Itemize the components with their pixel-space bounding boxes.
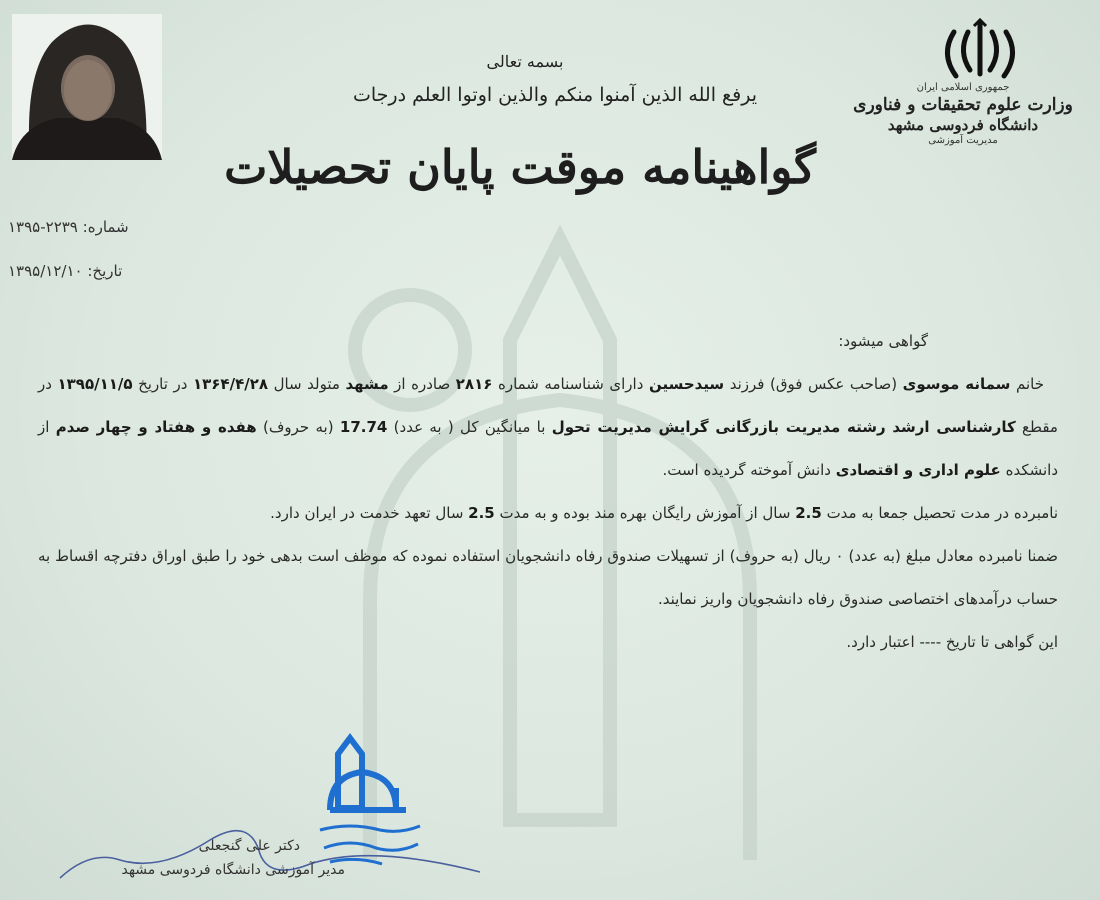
free-education-paragraph — [38, 492, 1058, 535]
father-name: سیدحسین — [648, 375, 725, 393]
signer-title: مدیر آموزشی دانشگاه فردوسی مشهد — [121, 862, 345, 878]
faculty-name: علوم اداری و اقتصادی — [835, 461, 1001, 479]
letter-date-value: ۱۳۹۵/۱۲/۱۰ — [8, 262, 83, 280]
id-number: ۲۸۱۶ — [455, 375, 493, 393]
graduation-paragraph — [38, 363, 1058, 492]
text-fragment: (به حروف) — [256, 418, 340, 436]
portrait-photo — [12, 14, 162, 160]
text-fragment: نامبرده در مدت تحصیل جمعا به مدت — [821, 504, 1058, 522]
certificate-title: گواهینامه موقت پایان تحصیلات — [224, 140, 816, 194]
gpa-words: هفده و هفتاد و چهار صدم — [55, 418, 257, 436]
gpa-number: 17.74 — [339, 418, 388, 436]
text-fragment: سال از آموزش رایگان بهره مند بوده و به مدت — [494, 504, 796, 522]
certificate-body — [38, 320, 1058, 664]
graduation-date: ۱۳۹۵/۱۱/۵ — [57, 375, 133, 393]
degree-field: کارشناسی ارشد رشته مدیریت بازرگانی گرایش مدیریت تحول — [551, 418, 1016, 436]
text-fragment: متولد سال — [268, 375, 346, 393]
text-fragment: دارای شناسنامه شماره — [492, 375, 649, 393]
text-fragment: با میانگین کل ( به عدد) — [387, 418, 552, 436]
letter-number — [8, 218, 178, 236]
text-fragment: در تاریخ — [132, 375, 193, 393]
ministry-header — [838, 82, 1088, 147]
iran-emblem-icon — [930, 18, 1030, 82]
letter-number-value: ۱۳۹۵-۲۲۳۹ — [8, 218, 78, 236]
issued-at: مشهد — [345, 375, 389, 393]
free-education-years: 2.5 — [795, 504, 822, 522]
signer-name: دکتر علی گنجعلی — [198, 838, 300, 854]
student-name: سمانه موسوی — [902, 375, 1011, 393]
text-fragment: صادره از — [388, 375, 456, 393]
text-fragment: (صاحب عکس فوق) فرزند — [724, 375, 903, 393]
text-fragment: سال تعهد خدمت در ایران دارد. — [270, 504, 469, 522]
letter-date-label: تاریخ: — [87, 262, 123, 280]
basmala: بسمه تعالی — [486, 52, 564, 71]
university-name: دانشگاه فردوسی مشهد — [887, 115, 1039, 134]
letter-number-label: شماره: — [82, 218, 129, 236]
country-name: جمهوری اسلامی ایران — [916, 82, 1010, 93]
birth-date: ۱۳۶۴/۴/۲۸ — [192, 375, 269, 393]
text-fragment: از دانشکده — [38, 418, 1058, 479]
letter-date — [8, 262, 178, 280]
intro-line: گواهی میشود: — [838, 332, 928, 350]
text-fragment: خانم — [1010, 375, 1044, 393]
handwritten-signature — [50, 820, 490, 890]
loan-paragraph: ضمنا نامبرده معادل مبلغ (به عدد) ۰ ریال (به حروف) از تسهیلات صندوق رفاه دانشجویان استفاده نموده که موظف است بدهی خود را طبق اوراق دفترچه اقساط به حساب درآمدهای اختصاصی صندوق رفاه دانشجویان واریز نمایند. — [38, 547, 1059, 608]
quran-verse: یرفع الله الذین آمنوا منکم والذین اوتوا العلم درجات — [353, 84, 757, 106]
service-commitment-years: 2.5 — [468, 504, 495, 522]
ministry-name: وزارت علوم تحقیقات و فناوری — [853, 94, 1073, 115]
text-fragment: در مقطع — [38, 375, 1058, 436]
text-fragment: دانش آموخته گردیده است. — [662, 461, 836, 479]
department-name: مدیریت آموزشی — [928, 134, 998, 146]
validity-paragraph: این گواهی تا تاریخ ---- اعتبار دارد. — [846, 633, 1058, 651]
